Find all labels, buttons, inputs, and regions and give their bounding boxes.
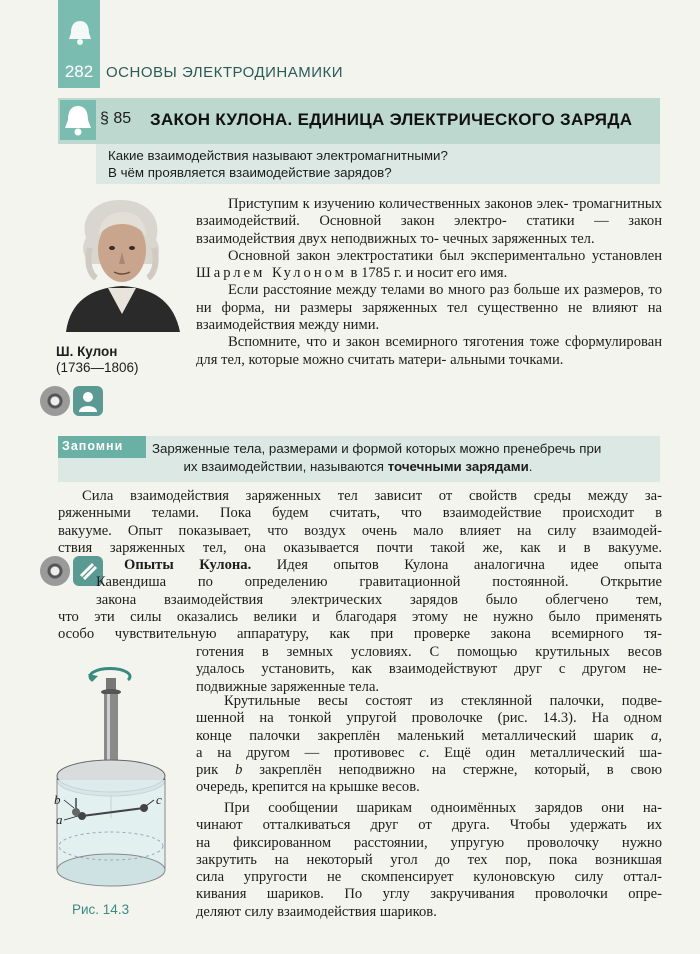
figure-caption: Рис. 14.3 [72,902,130,917]
media-icons-2 [40,556,103,586]
experiments-paragraph: Опыты Кулона. Идея опытов Кулона аналогична идее опыта Кавендиша по определению гравитационной постоянной. Открытие закона взаимодействия электрических зарядов было облегчено тем, [96,557,662,608]
remember-label: Запомни [62,439,124,453]
bell-icon [60,100,96,140]
person-icon[interactable] [73,386,103,416]
point-charges-term: точечными зарядами [387,459,529,474]
paragraph: Приступим к изучению количественных законов элек- тромагнитных взаимодействий. Основной закон электро- статики — закон взаимодействия двух неподвижных то- чечных заряженных тел. [196,196,663,247]
section-questions [108,147,648,181]
media-icons [40,386,103,416]
balls-paragraph: При сообщении шарикам одноимённых зарядов они на- чинают отталкиваться друг от друга. Чтобы удержать их на фиксированном расстоянии, упругую проволочку нужно закрутить на некоторый угол до тех пор, пока возникшая сила упругости не скомпенсирует кулоновскую силу оттал- кивания шариков. По углу закручивания проволочки опре- деляют силу взаимодействия шариков. [196,800,662,920]
portrait-years: (1736—1806) [56,360,139,375]
paragraph: Если расстояние между телами во много раз больше их размеров, то ни форма, ни размеры заряженных тел существенно не влияют на взаимодействия между ними. [196,282,662,334]
bell-icon [66,18,94,48]
page-number: 282 [64,62,94,81]
cd-icon[interactable] [40,556,70,586]
question-line: В чём проявляется взаимодействие зарядов? [108,165,392,180]
torsion-paragraph: Крутильные весы состоят из стеклянной палочки, подве- шенной на тонкой упругой проволочке (рис. 14.3). На одном конце палочки закреплён маленький металлический шарик а, а на другом — противовес с. Ещё один металлический ша- рик b закреплён неподвижно на стержне, который, в свою очередь, крепится на крышке весов. [196,693,662,796]
experiments-paragraph-narrow: готения в земных условиях. С помощью крутильных весов удалось установить, как взаимодействуют друг с другом не- подвижные заряженные тела. [196,644,662,695]
portrait-name: Ш. Кулон [56,344,118,359]
label-b: b [54,792,61,807]
experiments-heading: Опыты Кулона. [124,557,252,573]
paragraph: Основной закон электростатики был экспериментально установлен Шарлем Кулоном в 1785 г. и носит его имя. [196,247,663,282]
main-paragraph: Сила взаимодействия заряженных тел зависит от свойств среды между за- ряженными телами. Пока будем считать, что взаимодействие происходит в вакууме. Опыт показывает, что воздух очень мало влияет на силу взаимодей- ствия заряженных тел, она оказывается почти такой же, как и в вакууме. [58,488,662,556]
label-a: a [56,812,63,827]
torsion-balance-figure [52,658,182,896]
question-line: Какие взаимодействия называют электромагнитными? [108,148,448,163]
intro-text [196,196,662,369]
paragraph: Вспомните, что и закон всемирного тяготения тоже сформулирован для тел, которые можно считать матери- альными точками. [196,334,662,368]
section-title: ЗАКОН КУЛОНА. ЕДИНИЦА ЭЛЕКТРИЧЕСКОГО ЗАРЯДА [150,110,633,129]
label-c: c [156,792,162,807]
remember-text-line1: Заряженные тела, размерами и формой которых можно пренебречь при [152,441,602,456]
experiments-paragraph-full: что эти силы оказались велики и благодаря этому не нужно было применять особо чувствительную аппаратуру, как при проверке закона всемирного тя- [58,609,662,643]
cd-icon[interactable] [40,386,70,416]
section-number: § 85 [100,110,132,127]
coulomb-name-spaced: Шарлем Кулоном [196,265,347,282]
remember-text-line2: их взаимодействии, называются точечными зарядами. [183,459,533,474]
coulomb-portrait [56,192,188,332]
running-title: ОСНОВЫ ЭЛЕКТРОДИНАМИКИ [106,64,344,81]
